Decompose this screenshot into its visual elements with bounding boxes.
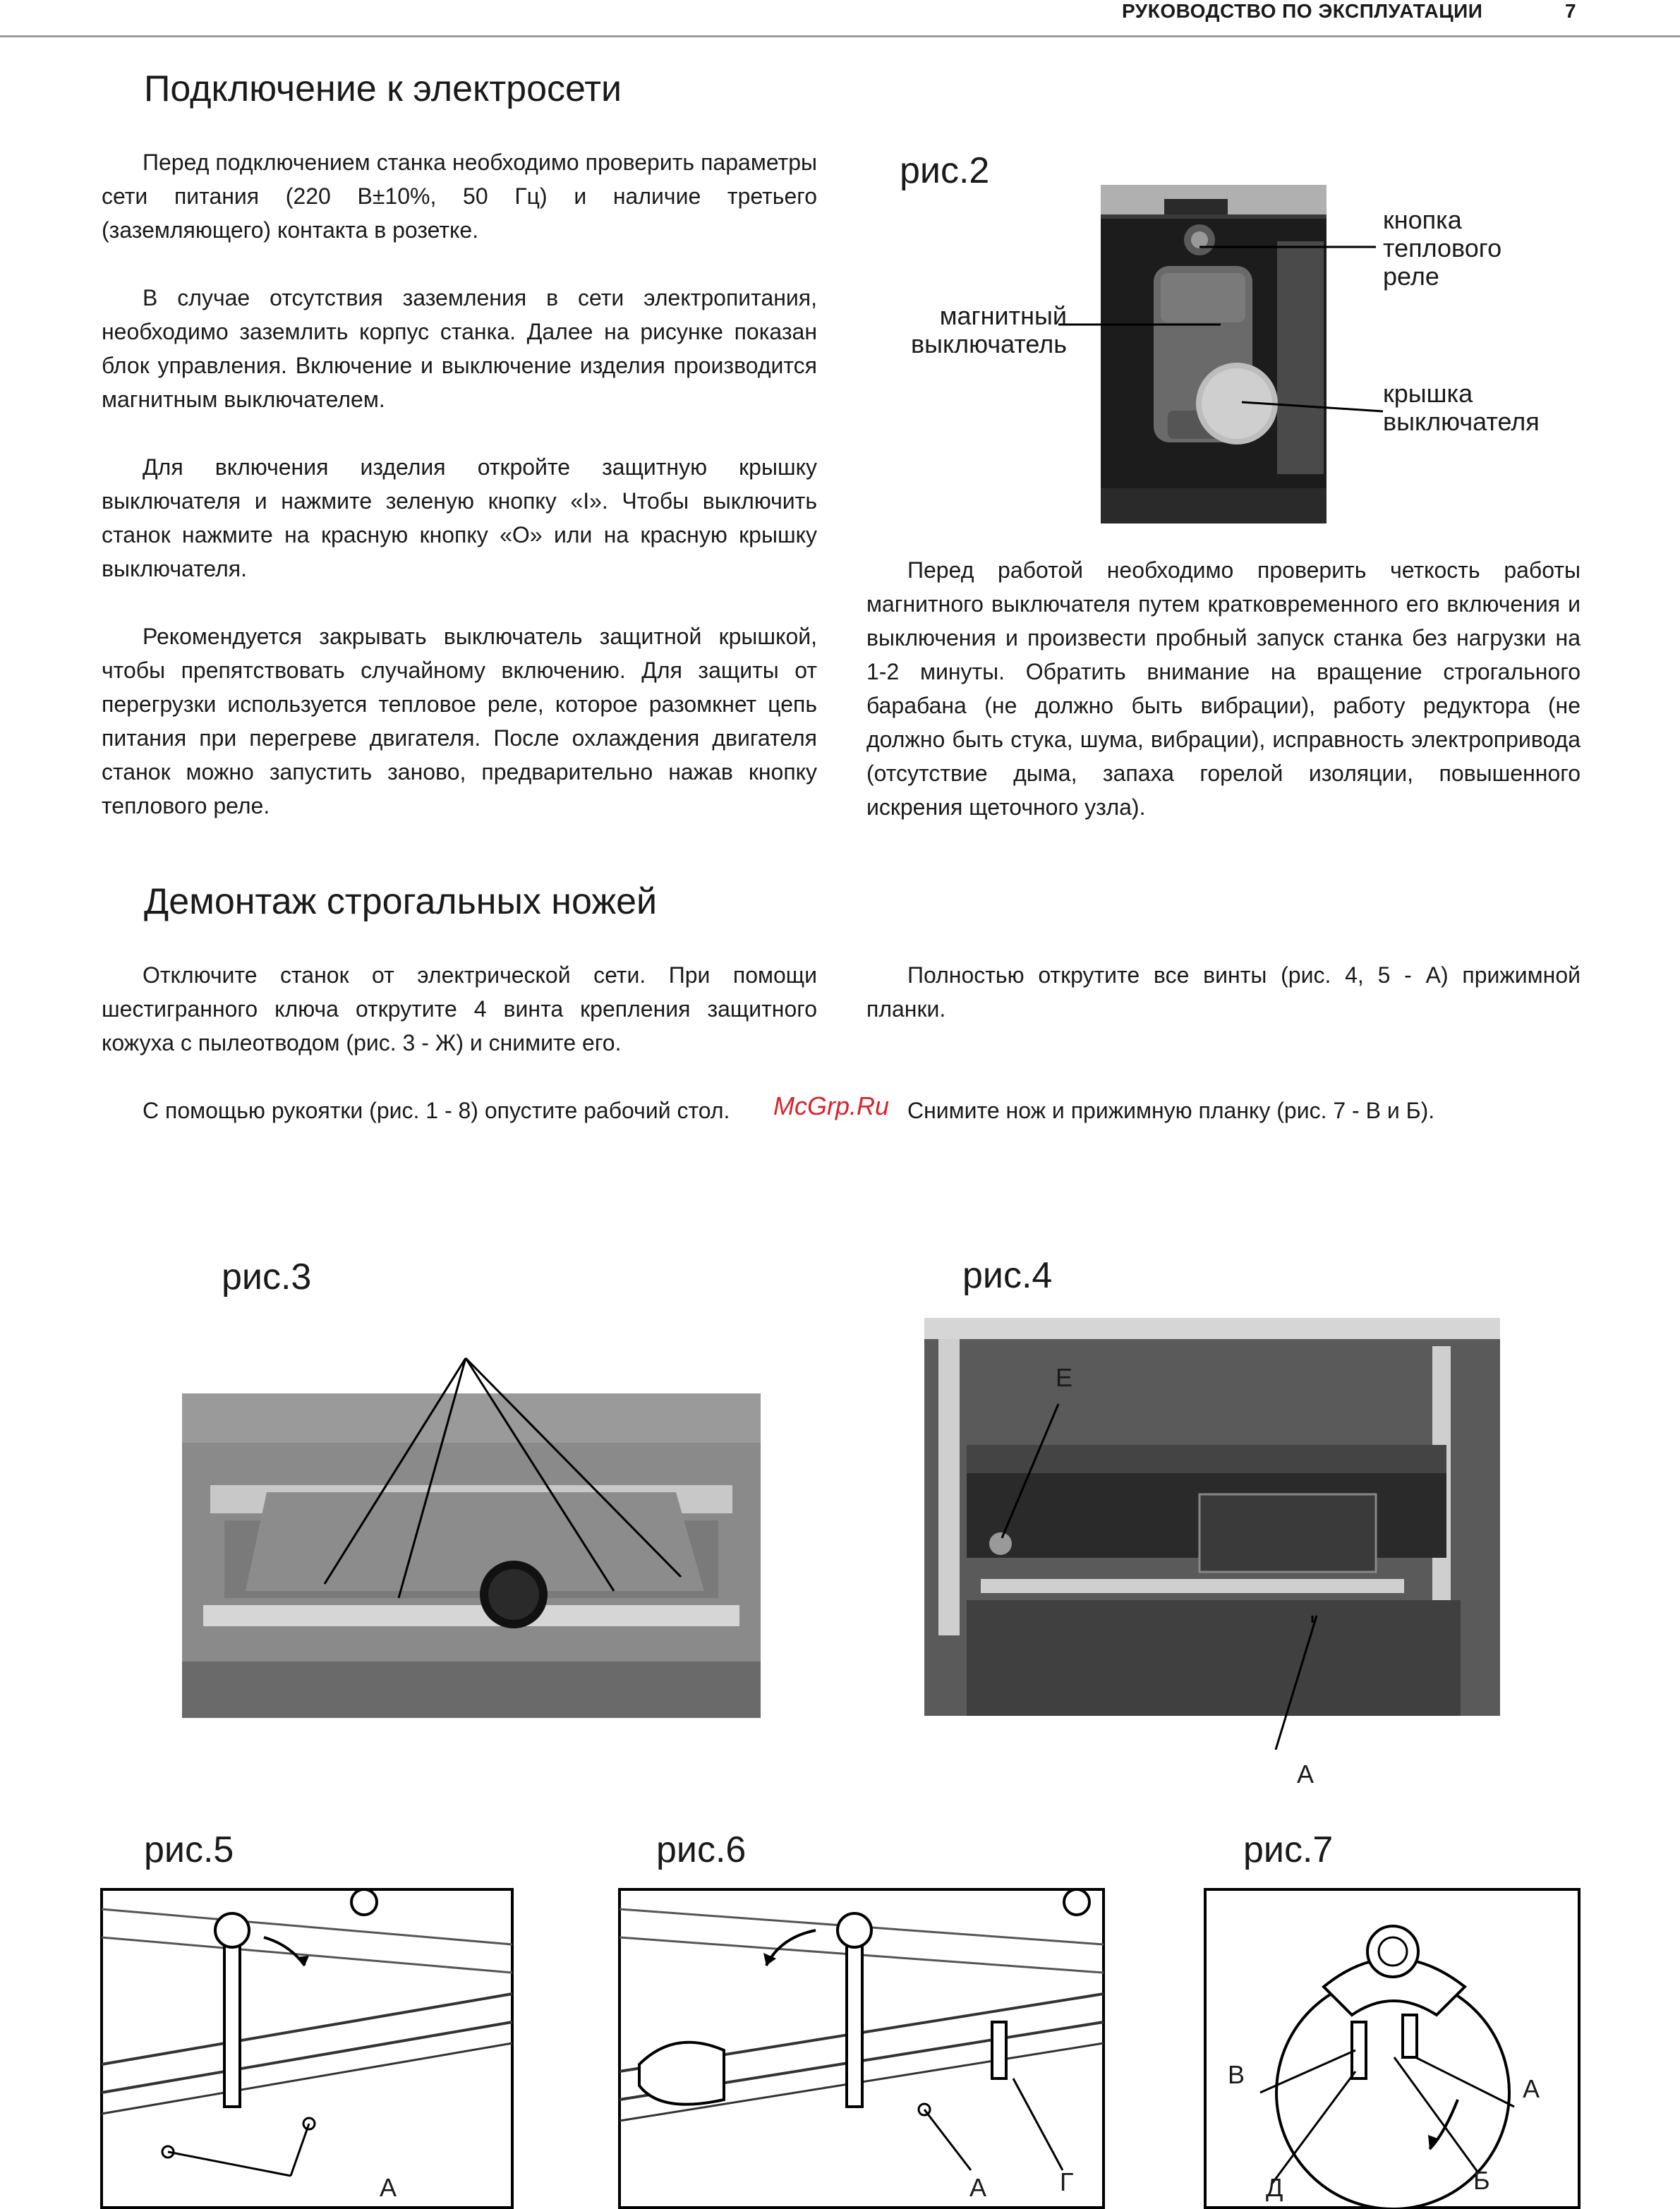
- fig4-marker-a: А: [1297, 1760, 1315, 1789]
- paragraph: Полностью открутите все винты (рис. 4, 5 - А) прижимной планки.: [866, 962, 1581, 1022]
- fig5-drawing-wrench: [100, 1888, 514, 2209]
- paragraph: Рекомендуется закрывать выключатель защитной крышкой, чтобы препятствовать случайному включению. Для защиты от перегрузки используется тепловое реле, которое разомкнет цепь питания при перегреве двигателя. После охлаждения двигателя станок можно запустить заново, предварительно нажав кнопку теплового реле.: [102, 624, 817, 818]
- callout-switch-cover: крышка выключателя: [1383, 379, 1540, 436]
- section-title-knives: Демонтаж строгальных ножей: [144, 881, 658, 922]
- fig7-marker-b: Б: [1473, 2166, 1490, 2195]
- fig3-label: рис.3: [222, 1257, 312, 1297]
- paragraph: В случае отсутствия заземления в сети электропитания, необходимо заземлить корпус станка. Далее на рисунке показан блок управления. Включение и выключение изделия производится магнитным выключателем.: [102, 285, 817, 412]
- fig2-label: рис.2: [900, 150, 990, 191]
- fig6-label: рис.6: [656, 1829, 747, 1870]
- paragraph: Отключите станок от электрической сети. При помощи шестигранного ключа открутите 4 винта крепления защитного кожуха с пылеотводом (рис. 3 - Ж) и снимите его.: [102, 962, 817, 1055]
- fig7-marker-a: А: [1523, 2074, 1540, 2103]
- fig7-marker-d: Д: [1266, 2173, 1283, 2202]
- fig4-leader-lines: [988, 1397, 1383, 1750]
- paragraph: Для включения изделия откройте защитную крышку выключателя и нажмите зеленую кнопку «I». Чтобы выключить станок нажмите на красную кнопку «O» или на красную крышку выключателя.: [102, 454, 817, 581]
- section-title-power: Подключение к электросети: [144, 68, 622, 109]
- fig7-marker-v: В: [1228, 2060, 1245, 2089]
- fig6-drawing-wrench: [618, 1888, 1105, 2209]
- fig4-label: рис.4: [962, 1255, 1053, 1296]
- fig2-leader-lines: [1058, 212, 1411, 437]
- page-number: 7: [1565, 0, 1576, 22]
- paragraph: Перед подключением станка необходимо проверить параметры сети питания (220 В±10%, 50 Гц) и наличие третьего (заземляющего) контакта в розетке.: [102, 150, 817, 243]
- paragraph: С помощью рукоятки (рис. 1 - 8) опустите рабочий стол.: [143, 1098, 730, 1123]
- fig7-label: рис.7: [1243, 1829, 1334, 1870]
- fig7-drawing-cutterhead: [1204, 1888, 1581, 2209]
- fig3-leader-lines: [310, 1351, 706, 1605]
- fig5-marker-a: А: [380, 2173, 397, 2202]
- header-rule: [0, 35, 1680, 37]
- callout-magnetic-switch: магнитный выключатель: [910, 301, 1067, 358]
- watermark: McGrp.Ru: [773, 1091, 890, 1120]
- callout-thermal-button: кнопка теплового реле: [1383, 205, 1502, 291]
- paragraph: Перед работой необходимо проверить четкость работы магнитного выключателя путем кратковременного его включения и выключения и произвести пробный запуск станка без нагрузки на 1-2 минуты. Обратить внимание на вращение строгального барабана (не должно быть вибрации), работу редуктора (не должно быть стука, шума, вибрации), исправность электропривода (отсутствие дыма, запаха горелой изоляции, повышенного искрения щеточного узла).: [866, 557, 1581, 820]
- paragraph: Снимите нож и прижимную планку (рис. 7 - В и Б).: [907, 1098, 1435, 1123]
- header-title: РУКОВОДСТВО ПО ЭКСПЛУАТАЦИИ: [1122, 0, 1483, 22]
- fig6-marker-g: Г: [1060, 2167, 1074, 2196]
- fig4-marker-e: Е: [1056, 1363, 1073, 1392]
- fig6-marker-a: А: [969, 2173, 987, 2202]
- fig5-label: рис.5: [144, 1829, 234, 1870]
